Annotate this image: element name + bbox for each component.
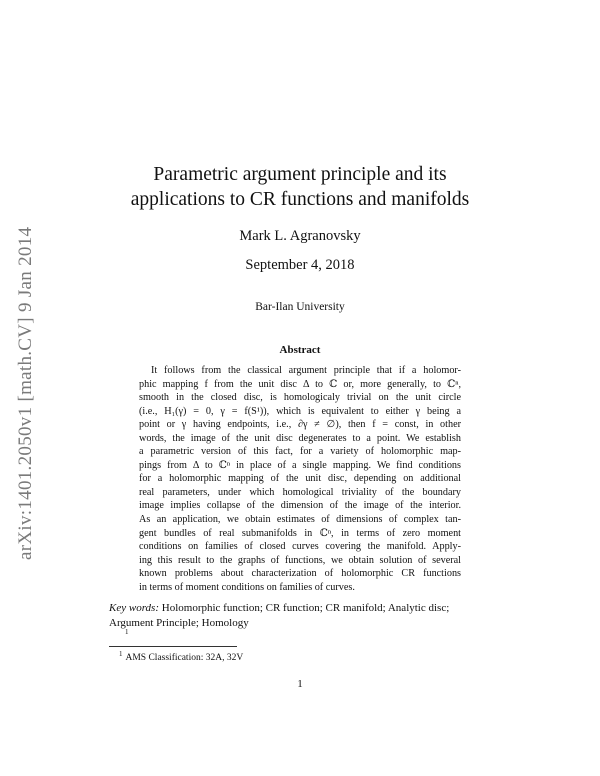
abstract-body [139, 364, 461, 594]
abstract-line: As an application, we obtain estimates of dimensions of complex tan- [139, 514, 461, 526]
footnote-rule [109, 646, 237, 647]
keywords-label: Key words: [109, 602, 160, 614]
abstract-line: image implies collapse of the dimension of the image of the interior. [139, 500, 461, 512]
paper-title [100, 162, 500, 212]
abstract-line: phic mapping f from the unit disc Δ to ℂ or, more generally, to ℂⁿ, [139, 378, 461, 390]
abstract-line: for a holomorphic mapping of the unit disc, depending on additional [139, 473, 461, 485]
footnote [119, 650, 243, 663]
abstract-line: gent bundles of real submanifolds in ℂⁿ, in terms of zero moment [139, 527, 461, 539]
abstract-line: in terms of moment conditions on families of curves. [139, 581, 355, 593]
abstract-line: conditions on families of closed curves covering the manifold. Apply- [139, 541, 461, 553]
abstract-line: It follows from the classical argument principle that if a holomor- [151, 365, 461, 376]
abstract-line: words, the image of the unit disc degenerates to a point. We establish [139, 432, 461, 444]
abstract-line: pings from Δ to ℂⁿ in place of a single mapping. We find conditions [139, 459, 461, 471]
page-number: 1 [297, 678, 303, 690]
arxiv-identifier-stamp: arXiv:1401.2050v1 [math.CV] 9 Jan 2014 [15, 226, 36, 560]
abstract-line: ing this result to the graphs of functions, we obtain solution of several [139, 554, 461, 566]
keywords-text: Holomorphic function; CR function; CR manifold; Analytic disc; Argument Principle; Homology [109, 602, 450, 629]
title-line-2: applications to CR functions and manifolds [130, 189, 470, 210]
abstract-line: real parameters, under which homological triviality of the boundary [139, 486, 461, 498]
footnote-text: AMS Classification: 32A, 32V [125, 653, 244, 664]
paper-date: September 4, 2018 [245, 257, 355, 273]
footnote-mark: 1 [119, 650, 123, 658]
author-affiliation: Bar-Ilan University [255, 301, 345, 313]
abstract-line: a parametric version of this fact, for a variety of holomorphic map- [139, 446, 461, 458]
abstract-heading: Abstract [279, 344, 321, 356]
author-name: Mark L. Agranovsky [239, 228, 361, 244]
abstract-line: smooth in the closed disc, is homologicaly trivial on the unit circle [139, 392, 461, 404]
title-line-1: Parametric argument principle and its [153, 164, 447, 185]
keywords-section [109, 601, 491, 631]
abstract-line: point or γ having endpoints, i.e., ∂γ ≠ ∅), then f = const, in other [139, 419, 461, 431]
abstract-line: known problems about characterization of holomorphic CR functions [139, 568, 461, 580]
keywords-footnote-mark: 1 [125, 628, 129, 636]
abstract-line: (i.e., H₁(γ) = 0, γ = f(S¹)), which is equivalent to either γ being a [139, 405, 461, 417]
